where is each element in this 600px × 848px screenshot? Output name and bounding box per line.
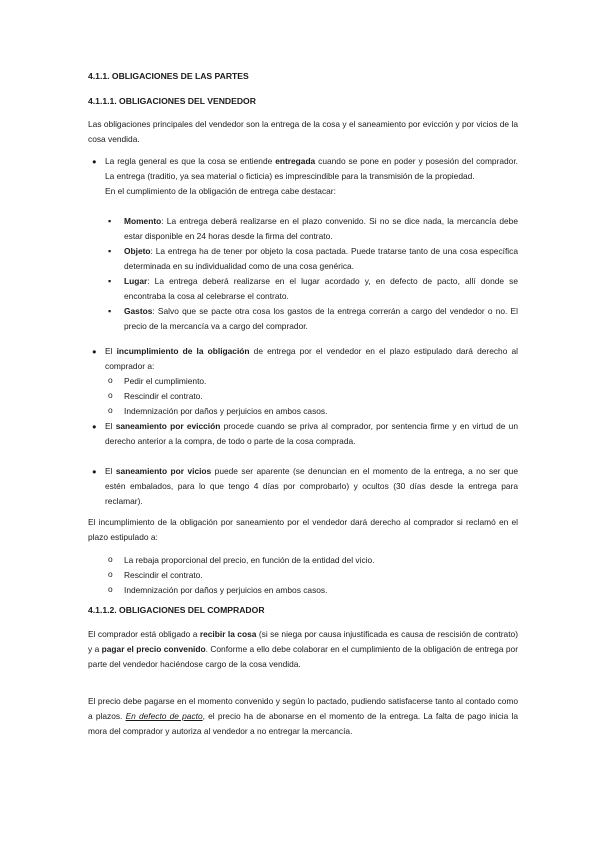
breach-remedies-list — [124, 374, 518, 419]
bullet-item: ● La regla general es que la cosa se entiende entregada cuando se pone en poder y posesión del comprador. La entrega (traditio, ya sea material o ficticia) es imprescindible para la transmisión de la propiedad. — [105, 154, 518, 184]
intro-paragraph: Las obligaciones principales del vendedor son la entrega de la cosa y el saneamiento por evicción y por vicios de la cosa vendida. — [88, 119, 518, 144]
list-item: ▪ Momento: La entrega deberá realizarse en el plazo convenido. Si no se dice nada, la mercancía debe estar disponible en 24 horas desde la firma del contrato. — [124, 214, 518, 244]
warranty-remedies-list — [124, 553, 518, 598]
list-item: o Rescindir el contrato. — [124, 389, 518, 404]
list-item: o Pedir el cumplimiento. — [124, 374, 518, 389]
bullet-item: ● El saneamiento por evicción procede cuando se priva al comprador, por sentencia firme y en virtud de un derecho anterior a la compra, de todo o parte de la cosa comprada. — [105, 419, 518, 449]
breach-bullet — [105, 344, 518, 374]
list-item: ▪ Lugar: La entrega deberá realizarse en el lugar acordado y, en defecto de pacto, allí donde se encontraba la cosa al celebrarse el contrato. — [124, 274, 518, 304]
delivery-bullet — [105, 154, 518, 199]
list-item: o La rebaja proporcional del precio, en función de la entidad del vicio. — [124, 553, 518, 568]
list-item: ▪ Gastos: Salvo que se pacte otra cosa los gastos de la entrega correrán a cargo del vendedor o no. El precio de la mercancía va a cargo del comprador. — [124, 304, 518, 334]
bullet-item: ● El incumplimiento de la obligación de entrega por el vendedor en el plazo estipulado dará derecho al comprador a: — [105, 344, 518, 374]
eviction-bullet — [105, 419, 518, 449]
subsection-heading-buyer: 4.1.1.2. OBLIGACIONES DEL COMPRADOR — [88, 605, 265, 615]
section-heading: 4.1.1. OBLIGACIONES DE LAS PARTES — [88, 71, 249, 81]
subsection-heading-seller: 4.1.1.1. OBLIGACIONES DEL VENDEDOR — [88, 96, 256, 106]
bullet-item: ● El saneamiento por vicios puede ser aparente (se denuncian en el momento de la entrega, a no ser que estén embalados, para lo que tengo 4 días por comprobarlo) y ocultos (30 días desde la entrega para reclamar). — [105, 464, 518, 509]
warranty-breach-paragraph: El incumplimiento de la obligación por saneamiento por el vendedor dará derecho al comprador si reclamó en el plazo estipulado a: — [88, 517, 518, 542]
payment-paragraph: El precio debe pagarse en el momento convenido y según lo pactado, pudiendo satisfacerse tanto al contado como a plazos. En defecto de pacto, el precio ha de abonarse en el momento de la entrega. La falta de pago inicia la mora del comprador y autoriza al vendedor a no entregar la mercancía. — [88, 696, 518, 736]
list-item: o Rescindir el contrato. — [124, 568, 518, 583]
buyer-obligations-paragraph: El comprador está obligado a recibir la cosa (si se niega por causa injustificada es causa de rescisión de contrato) y a pagar el precio convenido. Conforme a ello debe colaborar en el cumplimiento de la obligación de entrega por parte del vendedor haciéndose cargo de la cosa vendida. — [88, 629, 518, 669]
delivery-note: En el cumplimiento de la obligación de entrega cabe destacar: — [105, 186, 336, 196]
list-item: o Indemnización por daños y perjuicios en ambos casos. — [124, 404, 518, 419]
delivery-details-list — [124, 214, 518, 334]
list-item: o Indemnización por daños y perjuicios en ambos casos. — [124, 583, 518, 598]
list-item: ▪ Objeto: La entrega ha de tener por objeto la cosa pactada. Puede tratarse tanto de una cosa específica determinada en su individualidad como de una cosa genérica. — [124, 244, 518, 274]
defects-bullet — [105, 464, 518, 509]
